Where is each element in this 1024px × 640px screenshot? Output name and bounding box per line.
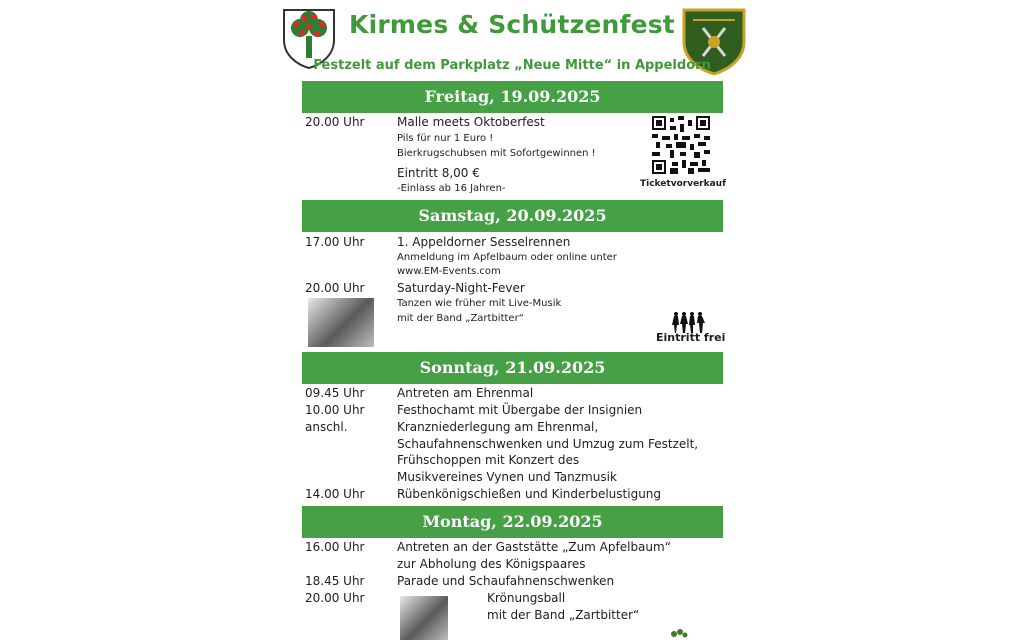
day-heading-sunday: Sonntag, 21.09.2025 [302,352,723,384]
monday-event-1a: Antreten an der Gaststätte „Zum Apfelbaum“ [397,540,671,554]
sunday-event-3a: Kranzniederlegung am Ehrenmal, [397,420,599,434]
saturday-event-1: 1. Appeldorner Sesselrennen [397,235,571,249]
monday-event-3b: mit der Band „Zartbitter“ [487,608,640,622]
friday-detail-1: Pils für nur 1 Euro ! [397,133,494,144]
day-heading-friday: Freitag, 19.09.2025 [302,81,723,113]
saturday-detail-2: www.EM-Events.com [397,266,501,277]
day-heading-monday: Montag, 22.09.2025 [302,506,723,538]
friday-entry: Eintritt 8,00 € [397,166,480,180]
friday-age: -Einlass ab 16 Jahren- [397,183,506,194]
day-heading-saturday: Samstag, 20.09.2025 [302,200,723,232]
qr-code-icon[interactable] [652,116,710,174]
sunday-event-3d: Musikvereines Vynen und Tanzmusik [397,470,617,484]
poster-subtitle: Festzelt auf dem Parkplatz „Neue Mitte“ in Appeldorn [313,58,711,73]
monday-time-2: 18.45 Uhr [305,574,365,588]
couple-photo [400,596,448,640]
saturday-event-2: Saturday-Night-Fever [397,281,525,295]
saturday-detail-1: Anmeldung im Apfelbaum oder online unter [397,252,617,263]
sunday-event-1: Antreten am Ehrenmal [397,386,534,400]
sunday-event-3b: Schaufahnenschwenken und Umzug zum Festzelt, [397,437,699,451]
dancers-icon [672,311,706,333]
sunday-time-3: anschl. [305,420,348,434]
saturday-detail-3: Tanzen wie früher mit Live-Musik [397,298,562,309]
sunday-time-1: 09.45 Uhr [305,386,365,400]
poster-title: Kirmes & Schützenfest [349,10,675,39]
monday-event-3a: Krönungsball [487,591,566,605]
sunday-event-2: Festhochamt mit Übergabe der Insignien [397,403,643,417]
saturday-time-2: 20.00 Uhr [305,281,365,295]
friday-time-1: 20.00 Uhr [305,115,365,129]
saturday-time-1: 17.00 Uhr [305,235,365,249]
monday-event-2: Parade und Schaufahnenschwenken [397,574,615,588]
friday-event-1: Malle meets Oktoberfest [397,115,545,129]
monday-time-1: 16.00 Uhr [305,540,365,554]
sunday-event-4: Rübenkönigschießen und Kinderbelustigung [397,487,662,501]
free-entry-label: Eintritt frei [656,331,726,344]
floral-decoration-icon [666,626,692,640]
monday-time-3: 20.00 Uhr [305,591,365,605]
sunday-event-3c: Frühschoppen mit Konzert des [397,453,580,467]
ticket-presale-label: Ticketvorverkauf [640,179,726,189]
sunday-time-4: 14.00 Uhr [305,487,365,501]
band-photo [308,298,374,347]
friday-detail-2: Bierkrugschubsen mit Sofortgewinnen ! [397,148,596,159]
monday-event-1b: zur Abholung des Königspaares [397,557,586,571]
sunday-time-2: 10.00 Uhr [305,403,365,417]
saturday-detail-4: mit der Band „Zartbitter“ [397,313,524,324]
